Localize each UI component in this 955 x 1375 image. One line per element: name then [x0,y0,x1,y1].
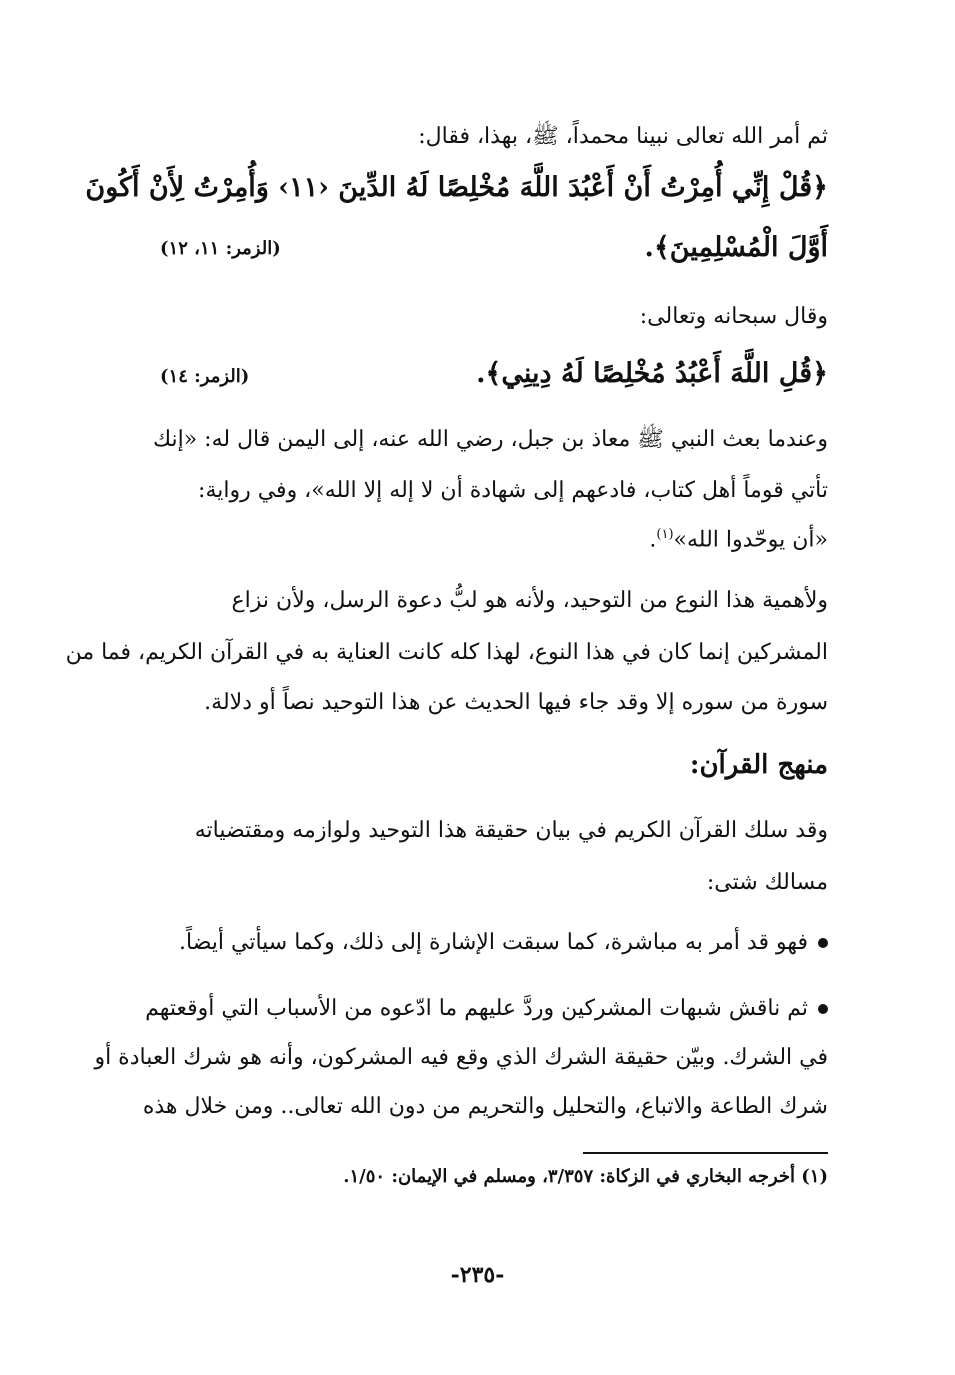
bullet-item [145,996,828,1021]
intro-line: ثم أمر الله تعالى نبينا محمداً، ﷺ، بهذا، فقال: [418,124,828,149]
verse-reference-zumar-11-12: (الزمر: ١١، ١٢) [160,238,281,259]
paragraph-line: شرك الطاعة والاتباع، والتحليل والتحريم من دون الله تعالى.. ومن خلال هذه [142,1094,828,1119]
paragraph-line: وقد سلك القرآن الكريم في بيان حقيقة هذا التوحيد ولوازمه ومقتضياته [194,818,828,843]
quran-verse-line-1: ﴿قُلْ إِنِّي أُمِرْتُ أَنْ أَعْبُدَ اللَّهَ مُخْلِصًا لَهُ الدِّينَ ‹١١› وَأُمِرْتُ لِأَنْ أَكُونَ [85,172,828,203]
hadith-quote: «أن يوحّدوا الله» [673,527,828,553]
quran-verse-line-2: أَوَّلَ الْمُسْلِمِينَ﴾. [644,232,828,263]
paragraph-line: المشركين إنما كان في هذا النوع، لهذا كله كانت العناية به في القرآن الكريم، فما من [65,640,828,665]
paragraph-line: تأتي قوماً أهل كتاب، فادعهم إلى شهادة أن لا إله إلا الله»، وفي رواية: [198,478,828,503]
bullet-icon [818,938,828,948]
paragraph-line: ولأهمية هذا النوع من التوحيد، ولأنه هو لبُّ دعوة الرسل، ولأن نزاع [231,588,828,613]
footnote-text: (١) أخرجه البخاري في الزكاة: ٣/٣٥٧، ومسلم في الإيمان: ١/٥٠. [343,1166,828,1187]
footnote-divider [583,1152,828,1154]
paragraph-line-with-footnote: «أن يوحّدوا الله»$^{(١)}$. [649,527,828,553]
footnote-marker: (١) [656,527,674,542]
paragraph-line: وعندما بعث النبي ﷺ معاذ بن جبل، رضي الله عنه، إلى اليمن قال له: «إنك [152,427,828,452]
bullet-item [179,930,828,955]
page-number: -٢٣٥- [450,1262,505,1288]
section-heading: منهج القرآن: [689,750,828,780]
paragraph-line: مسالك شتى: [706,870,828,895]
paragraph-line: في الشرك. وبيّن حقيقة الشرك الذي وقع فيه المشركون، وأنه هو شرك العبادة أو [94,1045,828,1070]
verse-reference-zumar-14: (الزمر: ١٤) [160,366,250,387]
bullet-text: فهو قد أمر به مباشرة، كما سبقت الإشارة إلى ذلك، وكما سيأتي أيضاً. [179,930,808,955]
paragraph-line: وقال سبحانه وتعالى: [639,304,828,329]
bullet-icon [818,1004,828,1014]
bullet-text: ثم ناقش شبهات المشركين وردَّ عليهم ما ادّعوه من الأسباب التي أوقعتهم [145,996,808,1021]
quran-verse-line-3: ﴿قُلِ اللَّهَ أَعْبُدُ مُخْلِصًا لَهُ دِينِي﴾. [476,358,828,389]
paragraph-line: سورة من سوره إلا وقد جاء فيها الحديث عن هذا التوحيد نصاً أو دلالة. [204,690,828,715]
